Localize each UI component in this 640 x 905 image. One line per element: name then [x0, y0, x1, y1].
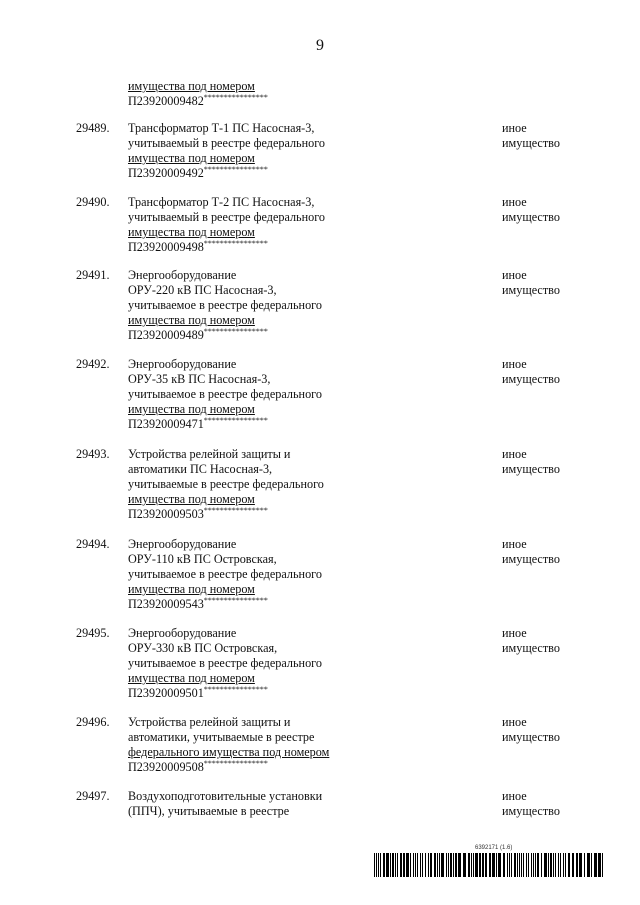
description-line: Энергооборудование	[128, 268, 237, 282]
description-line: учитываемое в реестре федерального	[128, 298, 322, 312]
property-type-line: иное	[502, 268, 527, 282]
description-line: ОРУ-220 кВ ПС Насосная-3,	[128, 283, 277, 297]
description-line: Трансформатор Т-1 ПС Насосная-3,	[128, 121, 315, 135]
registry-number-line	[128, 760, 488, 775]
property-type-line: имущество	[502, 136, 560, 150]
registry-mask: ****************	[203, 416, 268, 425]
registry-number-line	[128, 686, 488, 701]
description-line: Устройства релейной защиты и	[128, 715, 291, 729]
barcode	[374, 853, 604, 877]
registry-number: П23920009471	[128, 417, 204, 431]
description-line: Энергооборудование	[128, 626, 237, 640]
description-line: Устройства релейной защиты и	[128, 447, 291, 461]
property-type	[502, 626, 612, 656]
registry-mask: ****************	[203, 759, 268, 768]
description-line: автоматики, учитываемые в реестре	[128, 730, 315, 744]
property-type	[502, 195, 612, 225]
description-line: автоматики ПС Насосная-3,	[128, 462, 273, 476]
description-line: федерального имущества под номером	[128, 745, 330, 759]
description-line: имущества под номером	[128, 151, 255, 165]
registry-number-line	[128, 240, 488, 255]
entry-number: 29493.	[76, 447, 110, 461]
description-line: ОРУ-330 кВ ПС Островская,	[128, 641, 278, 655]
entry-number: 29496.	[76, 715, 110, 729]
property-type-line: имущество	[502, 552, 560, 566]
description-line: учитываемое в реестре федерального	[128, 656, 322, 670]
registry-mask: ****************	[203, 93, 268, 102]
property-type	[502, 121, 612, 151]
property-type-line: иное	[502, 447, 527, 461]
property-type-line: иное	[502, 537, 527, 551]
property-type-line: имущество	[502, 641, 560, 655]
property-type-line: имущество	[502, 283, 560, 297]
property-type	[502, 537, 612, 567]
registry-number: П23920009482	[128, 94, 204, 108]
registry-number-line	[128, 328, 488, 343]
registry-number-line	[128, 507, 488, 522]
description-line: имущества под номером	[128, 313, 255, 327]
description-line: учитываемый в реестре федерального	[128, 210, 326, 224]
description-line: имущества под номером	[128, 225, 255, 239]
property-type-line: имущество	[502, 462, 560, 476]
registry-number-line	[128, 417, 488, 432]
entry-description	[128, 789, 488, 819]
registry-number: П23920009489	[128, 328, 204, 342]
entry-description	[128, 121, 488, 181]
description-line: Энергооборудование	[128, 357, 237, 371]
description-line: имущества под номером	[128, 671, 255, 685]
property-type-line: иное	[502, 121, 527, 135]
description-line: ОРУ-110 кВ ПС Островская,	[128, 552, 277, 566]
entry-number: 29492.	[76, 357, 110, 371]
registry-mask: ****************	[203, 327, 268, 336]
property-type	[502, 789, 612, 819]
property-type-line: имущество	[502, 804, 560, 818]
registry-number: П23920009503	[128, 507, 204, 521]
description-line: имущества под номером	[128, 492, 255, 506]
property-type-line: иное	[502, 715, 527, 729]
registry-mask: ****************	[203, 239, 268, 248]
entry-description	[128, 268, 488, 343]
registry-mask: ****************	[203, 596, 268, 605]
description-line: Энергооборудование	[128, 537, 237, 551]
registry-number: П23920009498	[128, 240, 204, 254]
registry-number: П23920009543	[128, 597, 204, 611]
property-type-line: иное	[502, 357, 527, 371]
entry-description	[128, 195, 488, 255]
registry-number-line	[128, 597, 488, 612]
property-type	[502, 715, 612, 745]
property-type-line: имущество	[502, 210, 560, 224]
property-type	[502, 447, 612, 477]
property-type-line: иное	[502, 789, 527, 803]
registry-mask: ****************	[203, 506, 268, 515]
property-type-line: имущество	[502, 730, 560, 744]
registry-number: П23920009501	[128, 686, 204, 700]
registry-number-line	[128, 166, 488, 181]
property-type-line: иное	[502, 626, 527, 640]
barcode-code: 6392171 (1.6)	[475, 845, 513, 851]
entry-description	[128, 715, 488, 775]
description-line: Трансформатор Т-2 ПС Насосная-3,	[128, 195, 315, 209]
description-line: учитываемый в реестре федерального	[128, 136, 326, 150]
description-line: (ППЧ), учитываемые в реестре	[128, 804, 290, 818]
entry-description	[128, 626, 488, 701]
description-line: ОРУ-35 кВ ПС Насосная-3,	[128, 372, 271, 386]
property-type-line: иное	[502, 195, 527, 209]
entry-number: 29497.	[76, 789, 110, 803]
description-line: имущества под номером	[128, 79, 255, 93]
entry-description	[128, 537, 488, 612]
description-line: имущества под номером	[128, 402, 255, 416]
entry-number: 29494.	[76, 537, 110, 551]
entry-number: 29489.	[76, 121, 110, 135]
registry-number: П23920009508	[128, 760, 204, 774]
property-type-line: имущество	[502, 372, 560, 386]
description-line: имущества под номером	[128, 582, 255, 596]
entry-number: 29490.	[76, 195, 110, 209]
description-line: учитываемое в реестре федерального	[128, 567, 322, 581]
entry-description	[128, 79, 488, 109]
registry-number: П23920009492	[128, 166, 204, 180]
entry-description	[128, 447, 488, 522]
page-number: 9	[316, 37, 324, 54]
entry-number: 29495.	[76, 626, 110, 640]
property-type	[502, 357, 612, 387]
registry-number-line	[128, 94, 488, 109]
description-line: Воздухоподготовительные установки	[128, 789, 323, 803]
description-line: учитываемое в реестре федерального	[128, 387, 322, 401]
registry-mask: ****************	[203, 685, 268, 694]
entry-description	[128, 357, 488, 432]
registry-mask: ****************	[203, 165, 268, 174]
property-type	[502, 268, 612, 298]
entry-number: 29491.	[76, 268, 110, 282]
description-line: учитываемые в реестре федерального	[128, 477, 324, 491]
